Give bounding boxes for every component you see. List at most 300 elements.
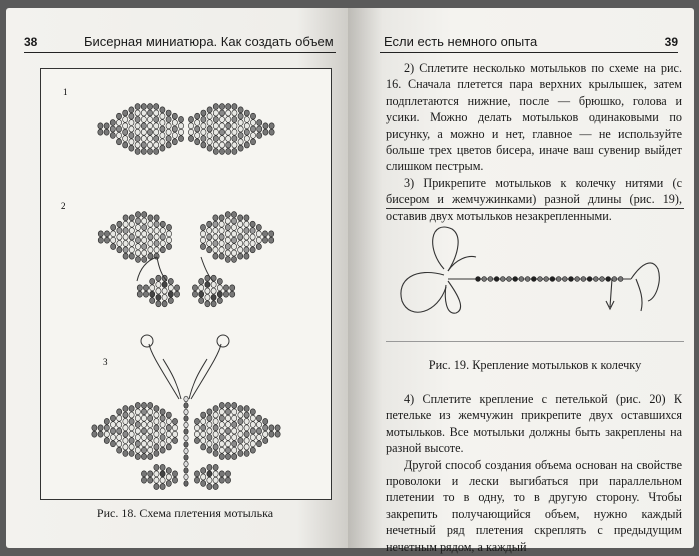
bead xyxy=(147,116,152,122)
bead xyxy=(225,441,230,447)
bead xyxy=(213,148,218,154)
bead xyxy=(148,221,153,227)
bead xyxy=(148,428,153,434)
bead xyxy=(244,418,249,424)
step-label-2: 2 xyxy=(61,201,66,211)
bead xyxy=(154,412,159,418)
bead xyxy=(162,294,167,300)
bead xyxy=(129,253,134,259)
bead xyxy=(148,228,153,234)
bead xyxy=(213,123,218,129)
bead xyxy=(217,278,222,284)
bead xyxy=(117,409,122,415)
bead xyxy=(160,145,165,151)
bead xyxy=(581,277,586,282)
bead xyxy=(154,110,159,116)
bead xyxy=(207,484,212,490)
bead xyxy=(269,431,274,437)
bead xyxy=(205,282,210,288)
bead xyxy=(135,441,140,447)
bead xyxy=(199,291,204,297)
bead xyxy=(223,291,228,297)
bead xyxy=(207,126,212,132)
bead xyxy=(201,418,206,424)
bead xyxy=(129,431,134,437)
bead xyxy=(150,298,155,304)
bead xyxy=(232,148,237,154)
bead xyxy=(117,415,122,421)
ring-attachment-figure xyxy=(386,208,684,342)
bead xyxy=(230,291,235,297)
bead xyxy=(200,231,205,237)
bead xyxy=(172,477,177,483)
bead xyxy=(166,444,171,450)
bead xyxy=(141,428,146,434)
bead xyxy=(110,415,115,421)
bead xyxy=(244,228,249,234)
bead xyxy=(201,123,206,129)
bead xyxy=(207,422,212,428)
bead xyxy=(238,234,243,240)
bead xyxy=(213,142,218,148)
bead xyxy=(219,402,224,408)
thread-arrow xyxy=(606,279,614,309)
bead xyxy=(244,116,249,122)
bead xyxy=(244,110,249,116)
bead xyxy=(156,282,161,288)
bead xyxy=(232,123,237,129)
bead xyxy=(207,415,212,421)
bead xyxy=(207,228,212,234)
bead xyxy=(231,224,236,230)
bead xyxy=(225,250,230,256)
bead xyxy=(154,477,159,483)
bead xyxy=(174,285,179,291)
bead xyxy=(225,422,230,428)
bead xyxy=(98,231,103,237)
bead xyxy=(213,104,218,110)
bead xyxy=(263,425,268,431)
bead xyxy=(184,422,188,428)
bead xyxy=(135,212,140,218)
bead xyxy=(160,428,165,434)
bead xyxy=(123,136,128,142)
bead xyxy=(232,110,237,116)
bead xyxy=(232,402,237,408)
bead xyxy=(154,438,159,444)
bead xyxy=(219,471,224,477)
bead xyxy=(104,438,109,444)
bead xyxy=(238,431,243,437)
bead xyxy=(244,425,249,431)
bead xyxy=(160,221,165,227)
bead xyxy=(217,285,222,291)
bead xyxy=(135,415,140,421)
left-page-number: 38 xyxy=(24,35,38,49)
bead xyxy=(226,104,231,110)
bead xyxy=(250,409,255,415)
bead xyxy=(207,221,212,227)
bead xyxy=(238,126,243,132)
bead xyxy=(135,142,140,148)
bead xyxy=(184,455,188,461)
bead xyxy=(174,291,179,297)
bead xyxy=(226,136,231,142)
bead xyxy=(201,129,206,135)
bead xyxy=(213,444,218,450)
bead xyxy=(160,247,165,253)
bead xyxy=(201,438,206,444)
bead xyxy=(98,431,103,437)
bead xyxy=(244,412,249,418)
bead xyxy=(219,434,224,440)
bead xyxy=(104,237,109,243)
bead xyxy=(263,438,268,444)
bead xyxy=(116,132,121,138)
bead xyxy=(147,123,152,129)
bead xyxy=(244,136,249,142)
bead xyxy=(129,450,134,456)
bead xyxy=(142,231,147,237)
bead xyxy=(148,422,153,428)
bead xyxy=(225,447,230,453)
bead xyxy=(256,415,261,421)
bead xyxy=(129,412,134,418)
bead xyxy=(110,120,115,126)
bead xyxy=(232,415,237,421)
bead xyxy=(231,231,236,237)
bead xyxy=(256,244,261,250)
bead xyxy=(123,129,128,135)
bead xyxy=(225,244,230,250)
bead xyxy=(219,136,224,142)
bead xyxy=(269,129,274,135)
bead xyxy=(117,234,122,240)
bead xyxy=(217,291,222,297)
bead xyxy=(141,129,146,135)
bead xyxy=(250,247,255,253)
bead xyxy=(238,221,243,227)
bead xyxy=(98,123,103,129)
bead xyxy=(110,434,115,440)
bead xyxy=(223,285,228,291)
bead xyxy=(250,228,255,234)
bead xyxy=(166,425,171,431)
bead xyxy=(135,409,140,415)
bead xyxy=(205,294,210,300)
bead xyxy=(141,116,146,122)
bead xyxy=(154,228,159,234)
bead xyxy=(142,224,147,230)
bead xyxy=(184,396,188,402)
bead xyxy=(213,136,218,142)
bead xyxy=(238,240,243,246)
bead xyxy=(232,434,237,440)
bead xyxy=(226,116,231,122)
bead xyxy=(160,441,165,447)
bead xyxy=(207,107,212,113)
bead xyxy=(154,240,159,246)
bead xyxy=(110,126,115,132)
bead xyxy=(166,237,171,243)
bead xyxy=(213,110,218,116)
bead xyxy=(250,441,255,447)
bead xyxy=(141,454,146,460)
bead xyxy=(123,412,128,418)
bead xyxy=(135,428,140,434)
bead xyxy=(123,253,128,259)
bead xyxy=(129,228,134,234)
bead xyxy=(141,123,146,129)
bead xyxy=(143,291,148,297)
bead xyxy=(213,438,218,444)
bead xyxy=(154,215,159,221)
paragraph-step-4: 4) Сплетите крепление с петелькой (рис. 20) К петельке из жемчужин прикрепите двух оставшихся мотыльков. Все мотыльки должны быть закреплены на разной высоте. xyxy=(386,392,682,456)
bead xyxy=(219,253,224,259)
bead xyxy=(213,129,218,135)
paragraph-step-2: 2) Сплетите несколько мотыльков по схеме на рис. 16. Сначала плетется пара верхних крылышек, затем подплетаются нижние, после — брюшко, голова и усики. Можно делать мотыльков одинаковыми по рисунку, а можно и нет, главное — не используйте больше трех цветов бисера, иначе ваш сувенир выйдет слишком пестрым. xyxy=(386,61,682,174)
bead xyxy=(150,291,155,297)
bead xyxy=(141,110,146,116)
bead xyxy=(111,237,116,243)
figure-18-caption: Рис. 18. Схема плетения мотылька xyxy=(96,506,274,520)
bead xyxy=(160,464,165,470)
bead xyxy=(256,434,261,440)
bead xyxy=(207,428,212,434)
bead xyxy=(135,104,140,110)
bead xyxy=(201,142,206,148)
bead xyxy=(205,288,210,294)
bead xyxy=(142,212,147,218)
bead xyxy=(207,464,212,470)
bead xyxy=(184,429,188,435)
bead xyxy=(172,113,177,119)
bead xyxy=(123,418,128,424)
bead xyxy=(123,431,128,437)
bead xyxy=(148,415,153,421)
bead xyxy=(123,234,128,240)
bead xyxy=(141,447,146,453)
bead xyxy=(166,129,171,135)
bead xyxy=(219,215,224,221)
bead xyxy=(188,136,193,142)
bead xyxy=(244,431,249,437)
right-running-title: Если есть немного опыта xyxy=(384,34,538,49)
bead xyxy=(123,425,128,431)
bead xyxy=(188,129,193,135)
bead xyxy=(160,120,165,126)
bead xyxy=(148,477,153,483)
bead xyxy=(244,221,249,227)
bead xyxy=(135,231,140,237)
bead xyxy=(184,461,188,467)
scheme-step-1-upper-wings xyxy=(98,104,274,155)
bead xyxy=(226,123,231,129)
bead xyxy=(250,126,255,132)
bead xyxy=(141,477,146,483)
bead xyxy=(148,434,153,440)
bead xyxy=(116,113,121,119)
bead xyxy=(219,428,224,434)
bead xyxy=(123,116,128,122)
body-text-bottom xyxy=(386,391,682,555)
bead xyxy=(129,107,134,113)
bead xyxy=(135,434,140,440)
bead xyxy=(154,418,159,424)
bead xyxy=(269,231,274,237)
bead xyxy=(213,450,218,456)
bead xyxy=(188,116,193,122)
left-running-title: Бисерная миниатюра. Как создать объем xyxy=(84,34,334,49)
bead xyxy=(211,282,216,288)
bead xyxy=(168,298,173,304)
bead xyxy=(275,425,280,431)
bead xyxy=(135,244,140,250)
bead xyxy=(123,228,128,234)
bead xyxy=(250,132,255,138)
bead xyxy=(269,425,274,431)
bead xyxy=(550,277,555,282)
bead xyxy=(250,221,255,227)
bead xyxy=(257,126,262,132)
bead xyxy=(219,116,224,122)
bead xyxy=(148,215,153,221)
bead xyxy=(213,247,218,253)
bead xyxy=(111,244,116,250)
bead xyxy=(238,438,243,444)
bead xyxy=(195,139,200,145)
bead xyxy=(194,438,199,444)
bead xyxy=(117,422,122,428)
bead xyxy=(117,434,122,440)
bead xyxy=(213,221,218,227)
paragraph-step-3: 3) Прикрепите мотыльков к колечку нитями (с бисером и жемчужинками) разной длины (рис. 19), оставив двух мотыльков незакрепленными. xyxy=(386,175,682,223)
bead xyxy=(135,454,140,460)
bead xyxy=(154,484,159,490)
bead xyxy=(257,120,262,126)
bead xyxy=(476,277,481,282)
bead xyxy=(232,129,237,135)
bead xyxy=(250,428,255,434)
bead xyxy=(225,402,230,408)
bead xyxy=(92,431,97,437)
bead xyxy=(172,471,177,477)
bead xyxy=(238,107,243,113)
bead xyxy=(123,123,128,129)
bead xyxy=(569,277,574,282)
bead xyxy=(148,253,153,259)
bead xyxy=(129,247,134,253)
bead xyxy=(154,234,159,240)
bead xyxy=(172,120,177,126)
bead xyxy=(225,415,230,421)
right-page-number: 39 xyxy=(664,35,678,49)
bead xyxy=(129,406,134,412)
bead xyxy=(219,240,224,246)
bead xyxy=(269,237,274,243)
bead xyxy=(147,148,152,154)
bead xyxy=(192,291,197,297)
bead xyxy=(262,231,267,237)
bead xyxy=(166,136,171,142)
bead xyxy=(135,447,140,453)
bead xyxy=(154,221,159,227)
bead xyxy=(168,291,173,297)
bead xyxy=(207,120,212,126)
bead xyxy=(207,409,212,415)
ring-hook xyxy=(636,279,642,311)
bead xyxy=(612,277,617,282)
bead xyxy=(111,231,116,237)
bead xyxy=(231,212,236,218)
bead xyxy=(172,418,177,424)
butterfly-small-wing-outline xyxy=(445,281,460,313)
bead xyxy=(166,480,171,486)
bead xyxy=(188,123,193,129)
bead xyxy=(148,247,153,253)
bead xyxy=(494,277,499,282)
bead xyxy=(154,116,159,122)
bead xyxy=(225,218,230,224)
bead xyxy=(226,142,231,148)
bead xyxy=(256,237,261,243)
bead xyxy=(123,247,128,253)
bead xyxy=(129,425,134,431)
bead xyxy=(244,123,249,129)
bead xyxy=(123,221,128,227)
bead xyxy=(129,444,134,450)
bead xyxy=(219,221,224,227)
bead xyxy=(160,234,165,240)
bead xyxy=(262,237,267,243)
bead xyxy=(195,132,200,138)
bead xyxy=(141,409,146,415)
bead xyxy=(488,277,493,282)
bead xyxy=(219,148,224,154)
bead xyxy=(123,444,128,450)
bead xyxy=(232,454,237,460)
bead xyxy=(232,422,237,428)
bead xyxy=(201,425,206,431)
bead xyxy=(207,471,212,477)
bead xyxy=(238,450,243,456)
bead xyxy=(129,418,134,424)
bead xyxy=(137,285,142,291)
bead xyxy=(593,277,598,282)
bead xyxy=(104,431,109,437)
bead xyxy=(207,113,212,119)
bead xyxy=(123,110,128,116)
bead xyxy=(162,301,167,307)
bead xyxy=(231,218,236,224)
bead xyxy=(213,234,218,240)
bead xyxy=(123,438,128,444)
bead xyxy=(166,412,171,418)
bead xyxy=(160,477,165,483)
bead xyxy=(250,434,255,440)
bead xyxy=(244,142,249,148)
bead xyxy=(123,240,128,246)
bead xyxy=(238,444,243,450)
bead xyxy=(213,425,218,431)
bead xyxy=(269,123,274,129)
bead xyxy=(160,132,165,138)
bead xyxy=(199,298,204,304)
bead xyxy=(148,402,153,408)
bead xyxy=(606,277,611,282)
bead xyxy=(172,126,177,132)
bead xyxy=(200,237,205,243)
